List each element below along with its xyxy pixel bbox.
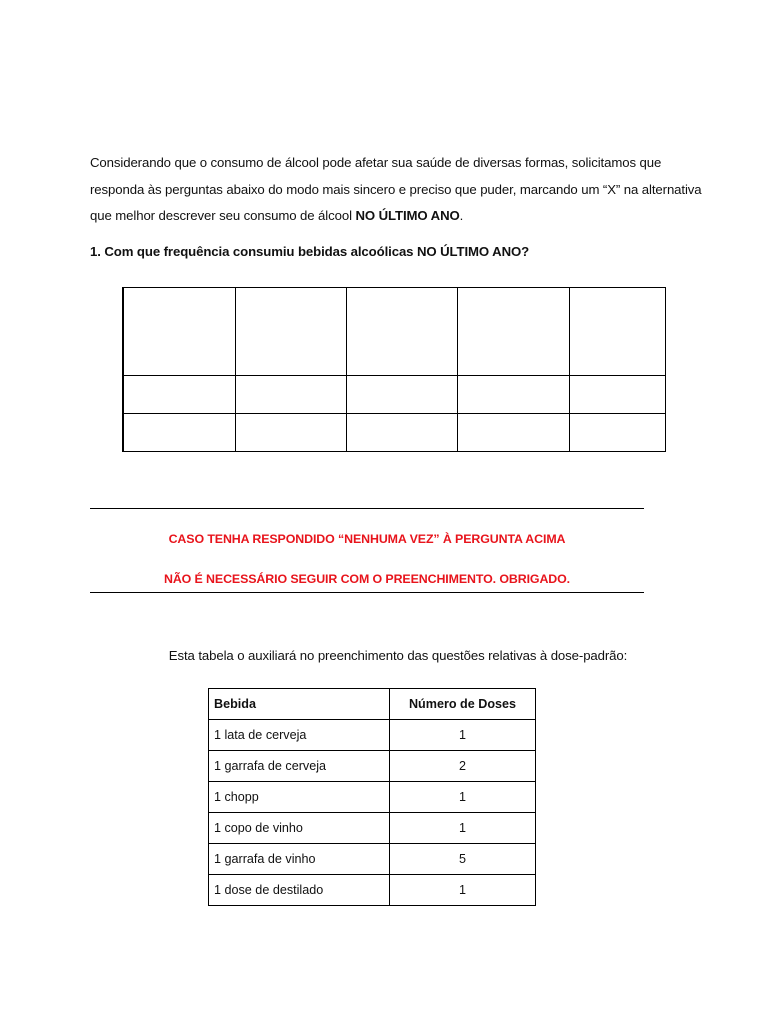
drink-name: 1 lata de cerveja	[209, 720, 390, 751]
frequency-answer-table	[122, 287, 666, 452]
drink-name: 1 garrafa de vinho	[209, 844, 390, 875]
intro-emphasis: NO ÚLTIMO ANO	[355, 208, 460, 223]
intro-text: Considerando que o consumo de álcool pode afetar sua saúde de diversas formas, solicitamos que responda às perguntas abaixo do modo mais sincero e preciso que puder, marcando um “X” na alternativa que melhor descrever seu consumo de álcool	[90, 155, 702, 223]
intro-end: .	[459, 208, 464, 223]
freq-cell[interactable]	[346, 376, 457, 414]
freq-cell[interactable]	[235, 288, 346, 376]
table-row	[209, 813, 536, 844]
dose-count: 1	[390, 720, 536, 751]
divider-bottom	[90, 592, 644, 593]
dose-count: 1	[390, 813, 536, 844]
notice-line-2: NÃO É NECESSÁRIO SEGUIR COM O PREENCHIMENTO. OBRIGADO.	[163, 572, 571, 586]
header-doses: Número de Doses	[390, 689, 536, 720]
dose-table	[208, 688, 536, 906]
drink-name: 1 chopp	[209, 782, 390, 813]
freq-row	[123, 414, 665, 452]
dose-count: 2	[390, 751, 536, 782]
freq-cell[interactable]	[569, 288, 665, 376]
table-row	[209, 875, 536, 906]
freq-cell[interactable]	[457, 414, 569, 452]
freq-cell[interactable]	[457, 376, 569, 414]
dose-table-caption: Esta tabela o auxiliará no preenchimento das questões relativas à dose-padrão:	[168, 648, 628, 663]
table-row	[209, 844, 536, 875]
dose-count: 5	[390, 844, 536, 875]
question-1: 1. Com que frequência consumiu bebidas alcoólicas NO ÚLTIMO ANO?	[90, 244, 530, 259]
freq-cell[interactable]	[235, 376, 346, 414]
dose-count: 1	[390, 875, 536, 906]
table-row	[209, 720, 536, 751]
drink-name: 1 dose de destilado	[209, 875, 390, 906]
table-row	[209, 751, 536, 782]
drink-name: 1 copo de vinho	[209, 813, 390, 844]
divider-top	[90, 508, 644, 509]
header-bebida: Bebida	[209, 689, 390, 720]
notice-line-1: CASO TENHA RESPONDIDO “NENHUMA VEZ” À PERGUNTA ACIMA	[168, 532, 566, 546]
freq-cell[interactable]	[346, 414, 457, 452]
freq-header-row	[123, 288, 665, 376]
dose-count: 1	[390, 782, 536, 813]
table-row	[209, 782, 536, 813]
freq-cell[interactable]	[123, 414, 235, 452]
intro-paragraph	[90, 150, 705, 230]
dose-table-header	[209, 689, 536, 720]
freq-cell[interactable]	[569, 414, 665, 452]
freq-cell[interactable]	[123, 288, 235, 376]
freq-row	[123, 376, 665, 414]
drink-name: 1 garrafa de cerveja	[209, 751, 390, 782]
freq-cell[interactable]	[569, 376, 665, 414]
freq-cell[interactable]	[123, 376, 235, 414]
freq-cell[interactable]	[235, 414, 346, 452]
freq-cell[interactable]	[457, 288, 569, 376]
freq-cell[interactable]	[346, 288, 457, 376]
